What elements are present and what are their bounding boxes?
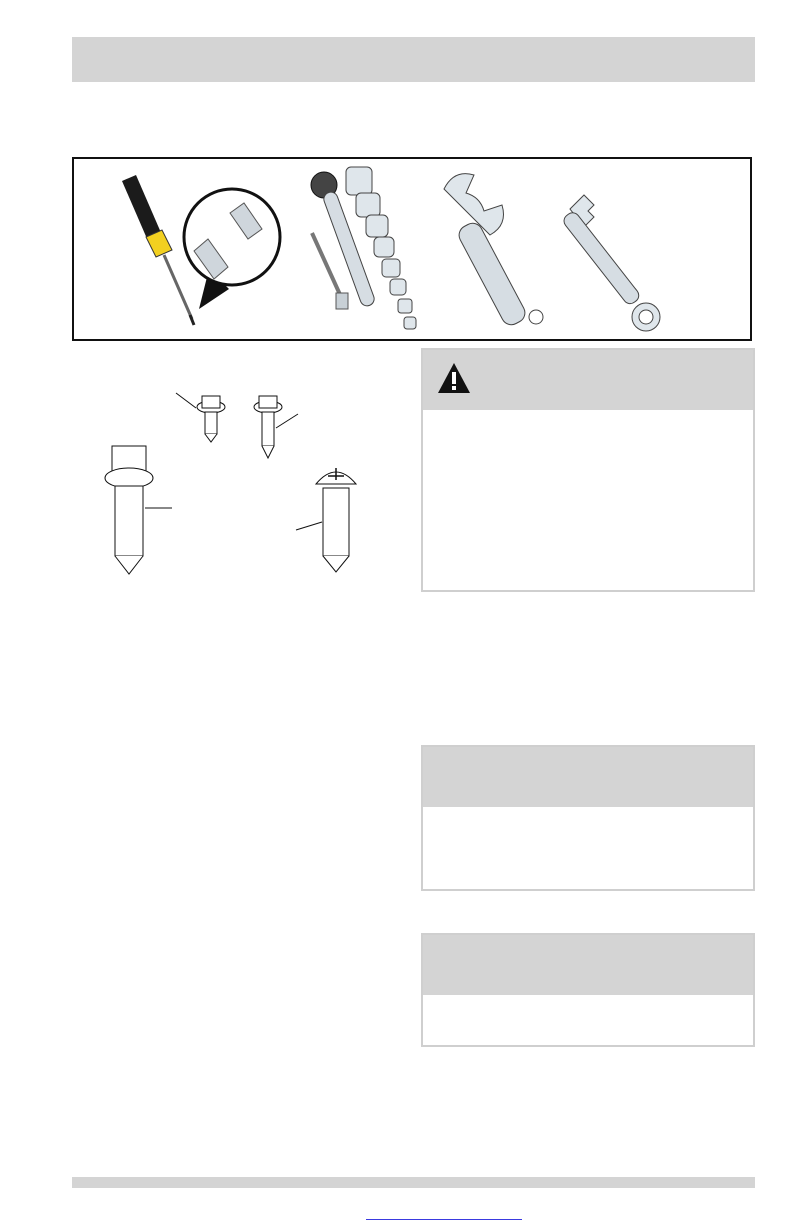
driver-bits-icon: [184, 189, 280, 309]
socket-set-icon: [311, 167, 416, 329]
header-bar: [72, 37, 755, 82]
notice-box-2: [421, 933, 755, 1047]
large-hex-bolt-icon: [105, 446, 172, 574]
screwdriver-icon: [122, 175, 194, 325]
warning-header: [423, 350, 753, 410]
fasteners-illustration: [90, 380, 390, 580]
small-hex-screw-2-icon: [254, 396, 298, 458]
adjustable-wrench-icon: [444, 174, 543, 329]
footer-bar: [72, 1177, 755, 1188]
warning-icon: [437, 362, 471, 394]
notice-box: [421, 745, 755, 891]
tools-illustration: [72, 157, 752, 341]
notice-header: [423, 747, 753, 807]
warning-box: [421, 348, 755, 592]
phillips-screw-icon: [296, 468, 356, 572]
small-hex-screw-icon: [176, 393, 225, 442]
notice-header-2: [423, 935, 753, 995]
combination-wrench-icon: [561, 195, 660, 331]
footer-link[interactable]: [366, 1219, 522, 1220]
